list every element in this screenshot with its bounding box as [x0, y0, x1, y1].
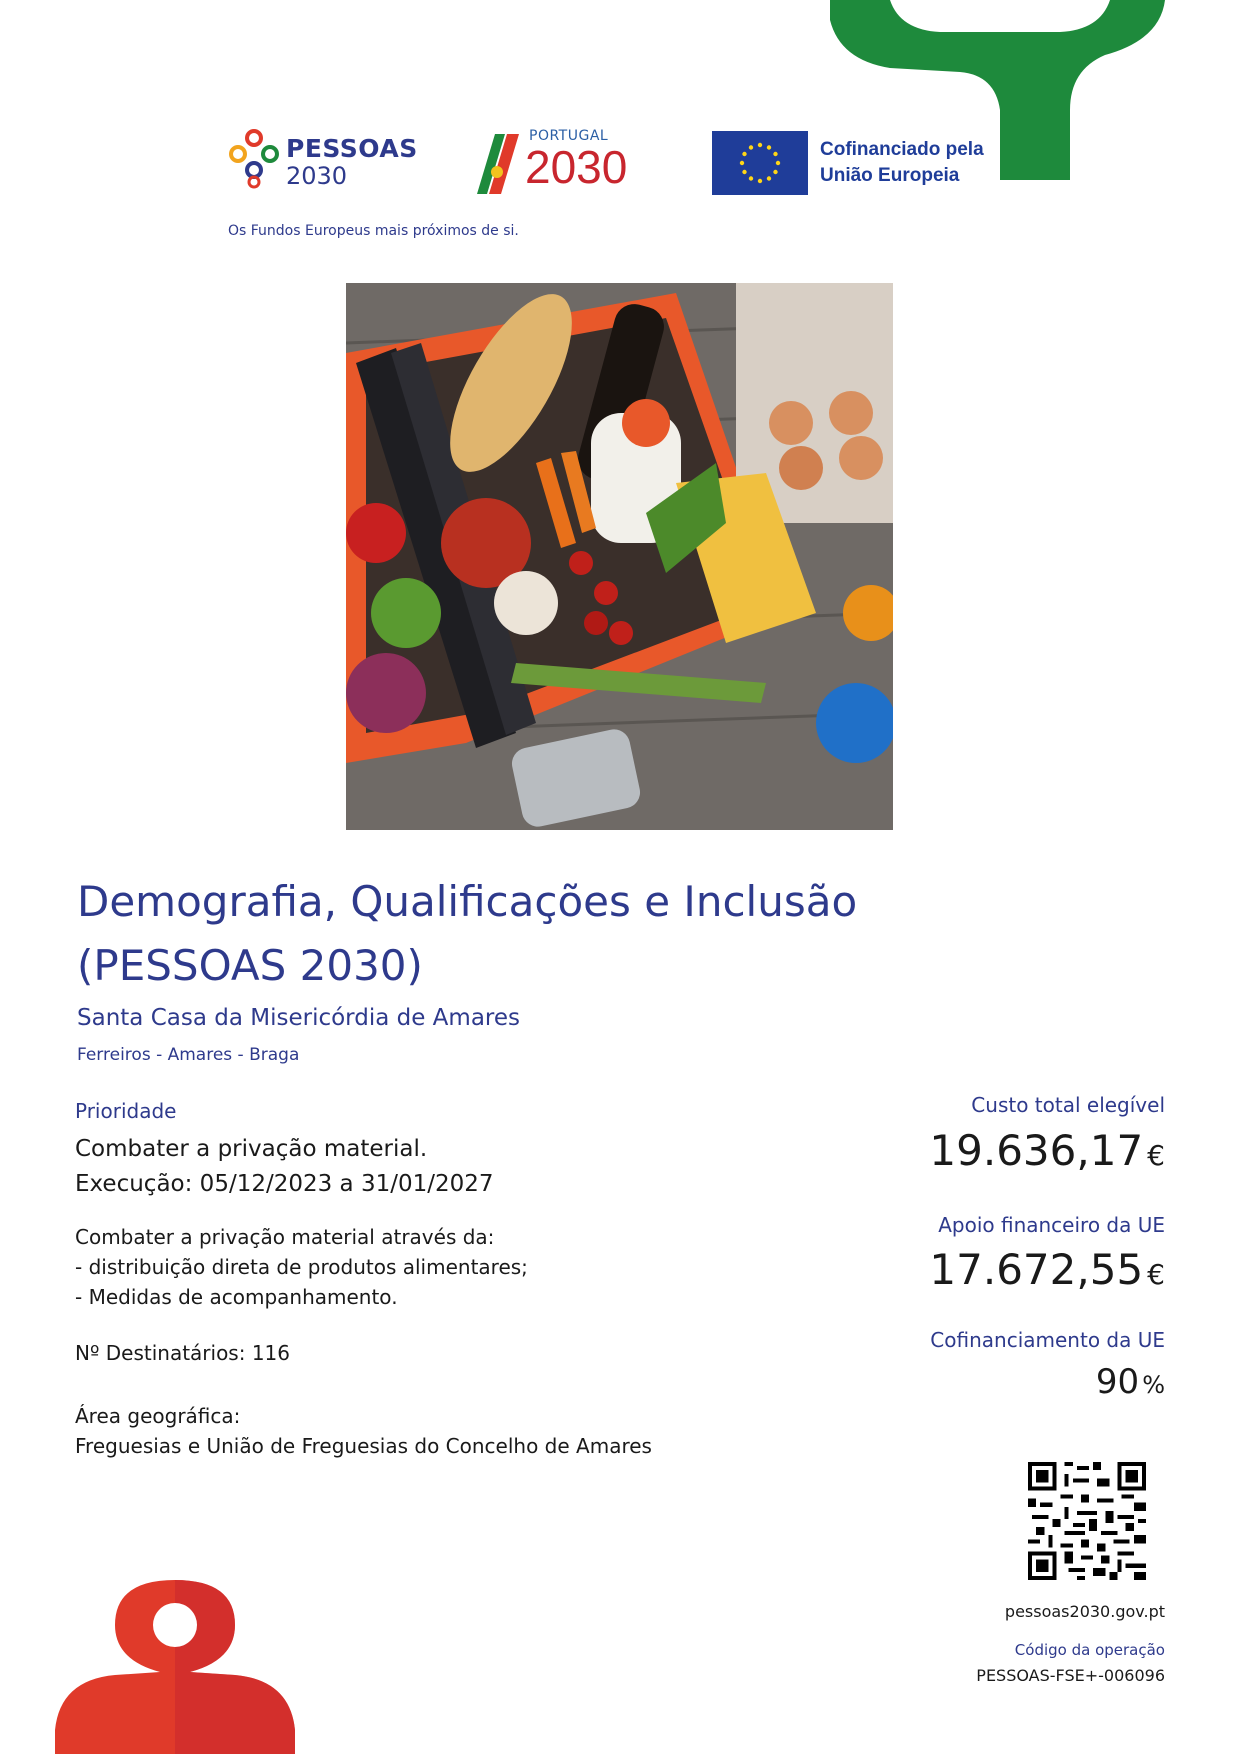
description-line: - Medidas de acompanhamento. [75, 1285, 398, 1309]
percent-symbol: % [1142, 1371, 1165, 1399]
geographic-area-label: Área geográfica: [75, 1404, 241, 1428]
currency-symbol: € [1147, 1139, 1165, 1172]
priority-value: Combater a privação material. [75, 1136, 428, 1162]
eu-support [929, 1245, 1165, 1294]
food-basket-photo [346, 283, 893, 830]
execution-period: Execução: 05/12/2023 a 31/01/2027 [75, 1171, 494, 1197]
geographic-area-value: Freguesias e União de Freguesias do Concelho de Amares [75, 1434, 652, 1458]
pessoas-logo-word: PESSOAS [286, 134, 418, 163]
decorative-red-person-shape [55, 1580, 415, 1754]
description-line: - distribuição direta de produtos alimentares; [75, 1255, 528, 1279]
website-link[interactable]: pessoas2030.gov.pt [1004, 1602, 1165, 1621]
currency-symbol: € [1147, 1258, 1165, 1291]
pessoas-logo-icon [228, 128, 280, 190]
portugal2030-logo [475, 128, 655, 198]
portugal-logo-word: PORTUGAL [529, 128, 609, 144]
eu-logo-line2: União Europeia [820, 165, 960, 186]
eu-cofunding-logo [712, 131, 1012, 195]
tagline: Os Fundos Europeus mais próximos de si. [228, 223, 519, 239]
operation-code: PESSOAS-FSE+-006096 [976, 1666, 1165, 1685]
pessoas-logo-year: 2030 [286, 162, 348, 190]
total-cost-label: Custo total elegível [971, 1093, 1165, 1117]
priority-label: Prioridade [75, 1099, 177, 1123]
cofinancing-value: 90 [1095, 1362, 1140, 1402]
cofinancing-label: Cofinanciamento da UE [930, 1328, 1165, 1352]
qr-code-icon[interactable] [1028, 1462, 1146, 1580]
portugal-flag-icon [475, 130, 525, 196]
pessoas2030-logo [228, 128, 428, 198]
total-cost [929, 1126, 1165, 1175]
recipients-count: Nº Destinatários: 116 [75, 1341, 290, 1365]
page-title [77, 870, 977, 998]
beneficiary-name: Santa Casa da Misericórdia de Amares [77, 1005, 520, 1031]
title-line-1: Demografia, Qualificações e Inclusão [77, 877, 858, 926]
eu-support-value: 17.672,55 [929, 1245, 1144, 1294]
location: Ferreiros - Amares - Braga [77, 1045, 300, 1065]
total-cost-value: 19.636,17 [929, 1126, 1144, 1175]
operation-code-label: Código da operação [1014, 1641, 1165, 1659]
cofinancing [1096, 1362, 1165, 1402]
priority-block [75, 1132, 494, 1202]
geographic-area [75, 1401, 652, 1461]
description [75, 1222, 528, 1312]
eu-logo-line1: Cofinanciado pela [820, 139, 984, 160]
eu-support-label: Apoio financeiro da UE [938, 1213, 1165, 1237]
portugal-logo-year: 2030 [525, 141, 628, 193]
description-line: Combater a privação material através da: [75, 1225, 495, 1249]
eu-flag-icon [712, 131, 808, 195]
title-line-2: (PESSOAS 2030) [77, 941, 423, 990]
